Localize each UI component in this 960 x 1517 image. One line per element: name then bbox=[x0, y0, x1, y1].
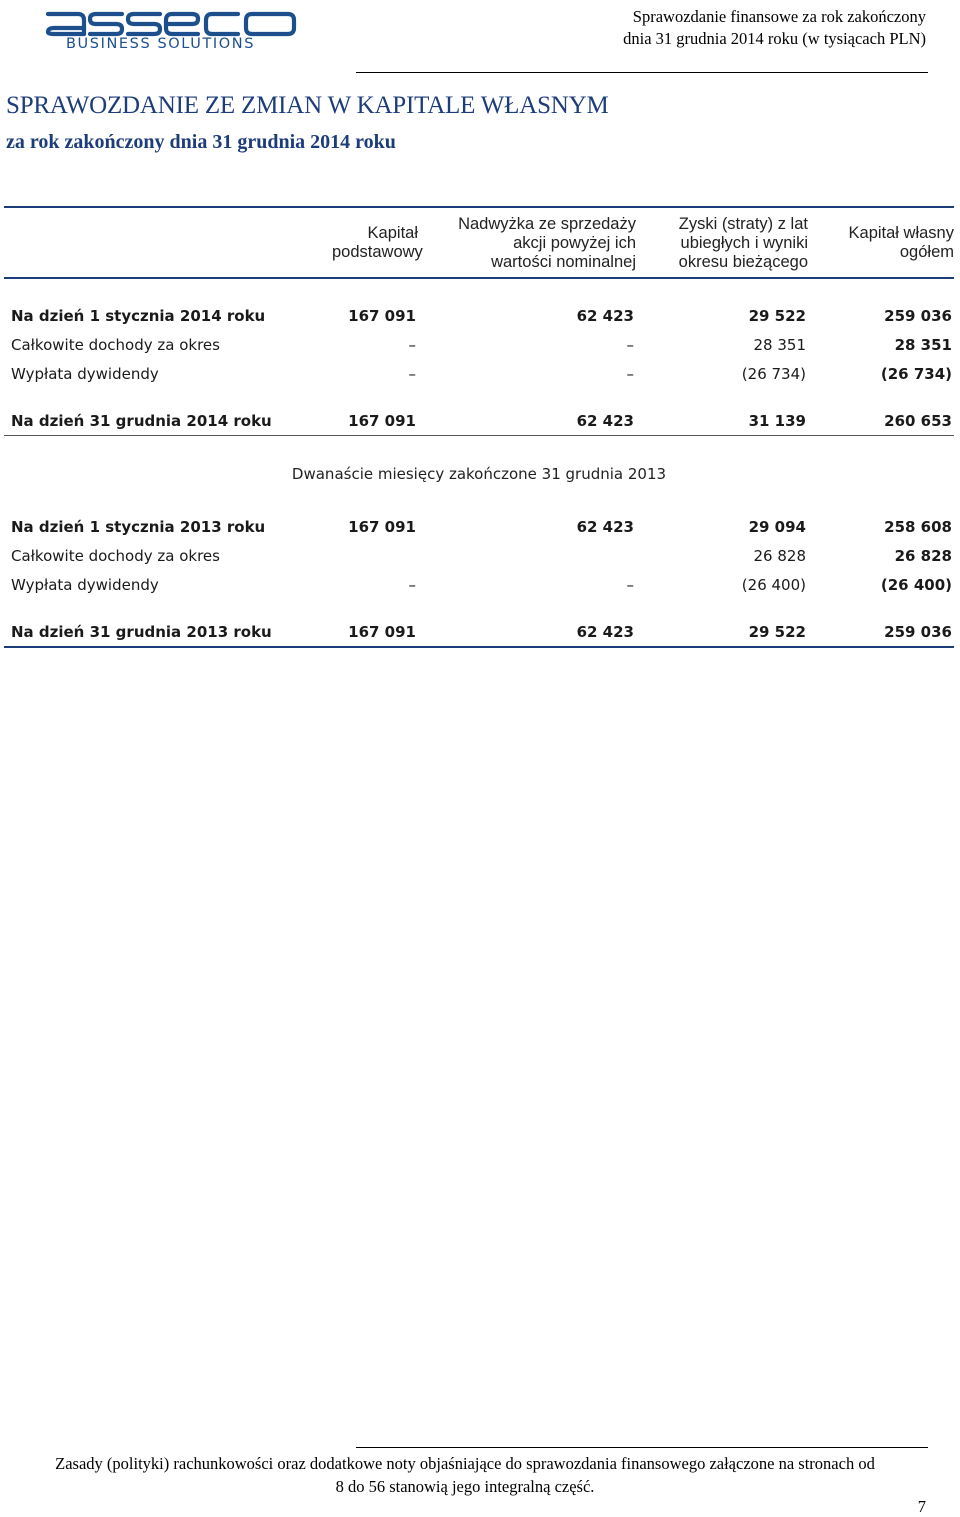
report-header-line1: Sprawozdanie finansowe za rok zakończony bbox=[632, 7, 926, 26]
report-header-line2: dnia 31 grudnia 2014 roku (w tysiącach PLN) bbox=[623, 29, 926, 48]
header-retained-earnings: Zyski (straty) z lat ubiegłych i wyniki okresu bieżącego bbox=[678, 214, 808, 271]
footer-line1: Zasady (polityki) rachunkowości oraz dodatkowe noty objaśniające do sprawozdania finansowego załączone na stronach od bbox=[55, 1454, 875, 1473]
table-row: Na dzień 31 grudnia 2013 roku 167 091 62 423 29 522 259 036 bbox=[4, 617, 954, 647]
table-row: Na dzień 31 grudnia 2014 roku 167 091 62 423 31 139 260 653 bbox=[11, 411, 952, 430]
header-divider bbox=[356, 72, 928, 73]
page-subtitle: za rok zakończony dnia 31 grudnia 2014 roku bbox=[6, 131, 396, 153]
table-row: Całkowite dochody za okres 26 828 26 828 bbox=[11, 546, 952, 565]
equity-table-container bbox=[4, 206, 954, 648]
header-total-equity: Kapitał własny ogółem bbox=[848, 224, 954, 261]
table-row: Wypłata dywidendy – – (26 400) (26 400) bbox=[11, 575, 952, 594]
header-label-cell bbox=[4, 207, 332, 278]
footer-line2: 8 do 56 stanowią jego integralną część. bbox=[335, 1477, 595, 1496]
report-header bbox=[623, 6, 926, 50]
table-header-row bbox=[4, 207, 954, 278]
equity-changes-table bbox=[4, 206, 954, 648]
table-row: Wypłata dywidendy – – (26 734) (26 734) bbox=[11, 364, 952, 383]
table-row: Na dzień 1 stycznia 2014 roku 167 091 62 423 29 522 259 036 bbox=[11, 306, 952, 325]
section-label: Dwanaście miesięcy zakończone 31 grudnia 2013 bbox=[291, 465, 667, 483]
footer-note bbox=[0, 1452, 930, 1498]
header-share-premium: Nadwyżka ze sprzedaży akcji powyżej ich wartości nominalnej bbox=[458, 214, 636, 271]
table-row: Całkowite dochody za okres – – 28 351 28 351 bbox=[11, 335, 952, 354]
footer-divider bbox=[356, 1447, 928, 1448]
section-row bbox=[4, 458, 954, 490]
table-row: Na dzień 1 stycznia 2013 roku 167 091 62 423 29 094 258 608 bbox=[11, 517, 952, 536]
page-title: SPRAWOZDANIE ZE ZMIAN W KAPITALE WŁASNYM bbox=[6, 92, 609, 119]
logo-subtitle: BUSINESS SOLUTIONS bbox=[66, 36, 256, 52]
header-share-capital: Kapitał podstawowy bbox=[332, 224, 423, 261]
page-number: 7 bbox=[917, 1497, 926, 1516]
